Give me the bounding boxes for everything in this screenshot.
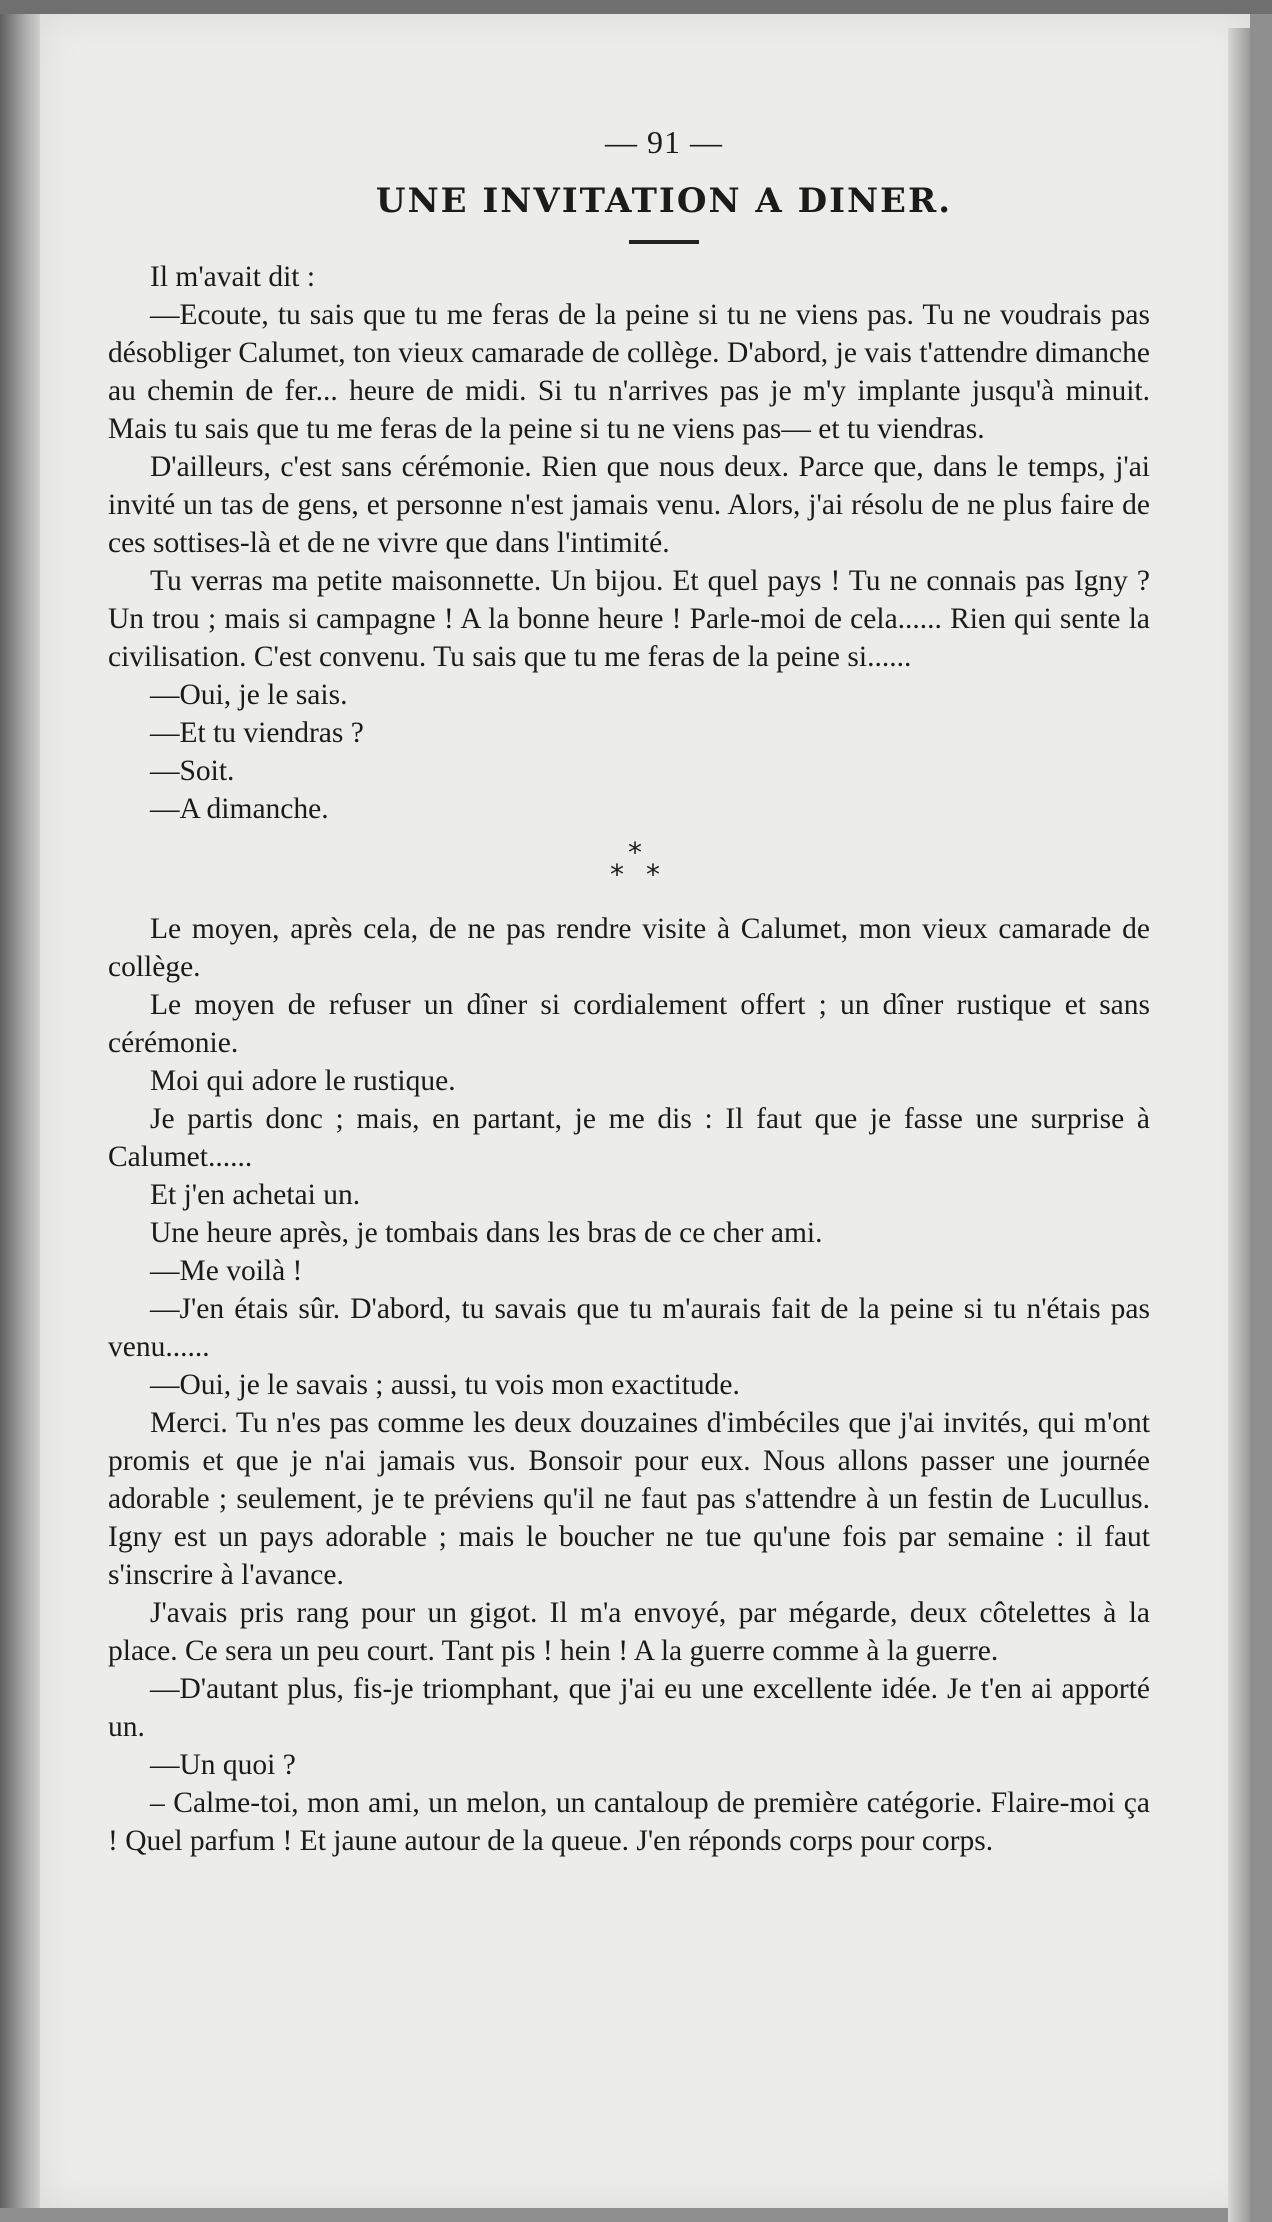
paragraph: Il m'avait dit : xyxy=(150,261,316,293)
paragraph: – Calme-toi, mon ami, un melon, un cantaloup de première catégorie. Flaire-moi ça ! Quel parfum ! Et jaune autour de la queue. J'en réponds corps pour corps. xyxy=(108,1787,1150,1857)
paragraph: Le moyen, après cela, de ne pas rendre visite à Calumet, mon vieux camarade de collège. xyxy=(108,913,1150,983)
paragraph: Merci. Tu n'es pas comme les deux douzaines d'imbéciles que j'ai invités, qui m'ont promis et que je n'ai jamais vus. Bonsoir pour eux. Nous allons passer une journée adorable ; seulement, je te préviens qu'il ne faut pas s'attendre à un festin de Lucullus. Igny est un pays adorable ; mais le boucher ne tue qu'une fois par semaine : il faut s'inscrire à l'avance. xyxy=(108,1407,1150,1591)
paragraph: J'avais pris rang pour un gigot. Il m'a envoyé, par mégarde, deux côtelettes à la place. Ce sera un peu court. Tant pis ! hein ! A la guerre comme à la guerre. xyxy=(108,1597,1150,1667)
paragraph: —Oui, je le sais. xyxy=(150,679,348,711)
paragraph: —D'autant plus, fis-je triomphant, que j'ai eu une excellente idée. Je t'en ai apporté un. xyxy=(108,1673,1150,1743)
paragraph: —Oui, je le savais ; aussi, tu vois mon exactitude. xyxy=(150,1369,740,1401)
paragraph: —Un quoi ? xyxy=(150,1749,296,1781)
separator-star: * xyxy=(628,836,642,869)
chapter-title: UNE INVITATION A DINER. xyxy=(375,181,953,221)
paragraph: —Ecoute, tu sais que tu me feras de la peine si tu ne viens pas. Tu ne voudrais pas désobliger Calumet, ton vieux camarade de collège. D'abord, je vais t'attendre dimanche au chemin de fer... heure de midi. Si tu n'arrives pas je m'y implante jusqu'à minuit. Mais tu sais que tu me feras de la peine si tu ne viens pas— et tu viendras. xyxy=(108,299,1150,445)
paragraph: Tu verras ma petite maisonnette. Un bijou. Et quel pays ! Tu ne connais pas Igny ? Un trou ; mais si campagne ! A la bonne heure ! Parle-moi de cela...... Rien qui sente la civilisation. C'est convenu. Tu sais que tu me feras de la peine si...... xyxy=(108,565,1150,673)
paragraph: —Me voilà ! xyxy=(150,1255,303,1287)
paragraph: D'ailleurs, c'est sans cérémonie. Rien que nous deux. Parce que, dans le temps, j'ai invité un tas de gens, et personne n'est jamais venu. Alors, j'ai résolu de ne plus faire de ces sottises-là et de ne vivre que dans l'intimité. xyxy=(108,451,1150,559)
paragraph: Une heure après, je tombais dans les bras de ce cher ami. xyxy=(150,1217,823,1249)
paragraph: Moi qui adore le rustique. xyxy=(150,1065,456,1097)
paragraph: —J'en étais sûr. D'abord, tu savais que tu m'aurais fait de la peine si tu n'étais pas venu...... xyxy=(108,1293,1150,1363)
scan-left-border xyxy=(0,14,40,2208)
paragraph: Et j'en achetai un. xyxy=(150,1179,361,1211)
scan-top-border xyxy=(0,0,1272,14)
separator-star: * xyxy=(610,858,624,891)
scan-right-border xyxy=(1228,28,1250,2222)
paragraph: —Et tu viendras ? xyxy=(150,717,364,749)
paragraph: Je partis donc ; mais, en partant, je me dis : Il faut que je fasse une surprise à Calumet...... xyxy=(108,1103,1150,1173)
title-rule xyxy=(629,240,699,244)
page-content xyxy=(108,118,1150,1860)
paragraph: Le moyen de refuser un dîner si cordialement offert ; un dîner rustique et sans cérémonie. xyxy=(108,989,1150,1059)
page-number: — 91 — xyxy=(605,124,723,160)
paragraph: —Soit. xyxy=(150,755,235,787)
section-separator xyxy=(108,836,1150,896)
separator-star: * xyxy=(646,858,660,891)
paragraph: —A dimanche. xyxy=(150,793,329,825)
